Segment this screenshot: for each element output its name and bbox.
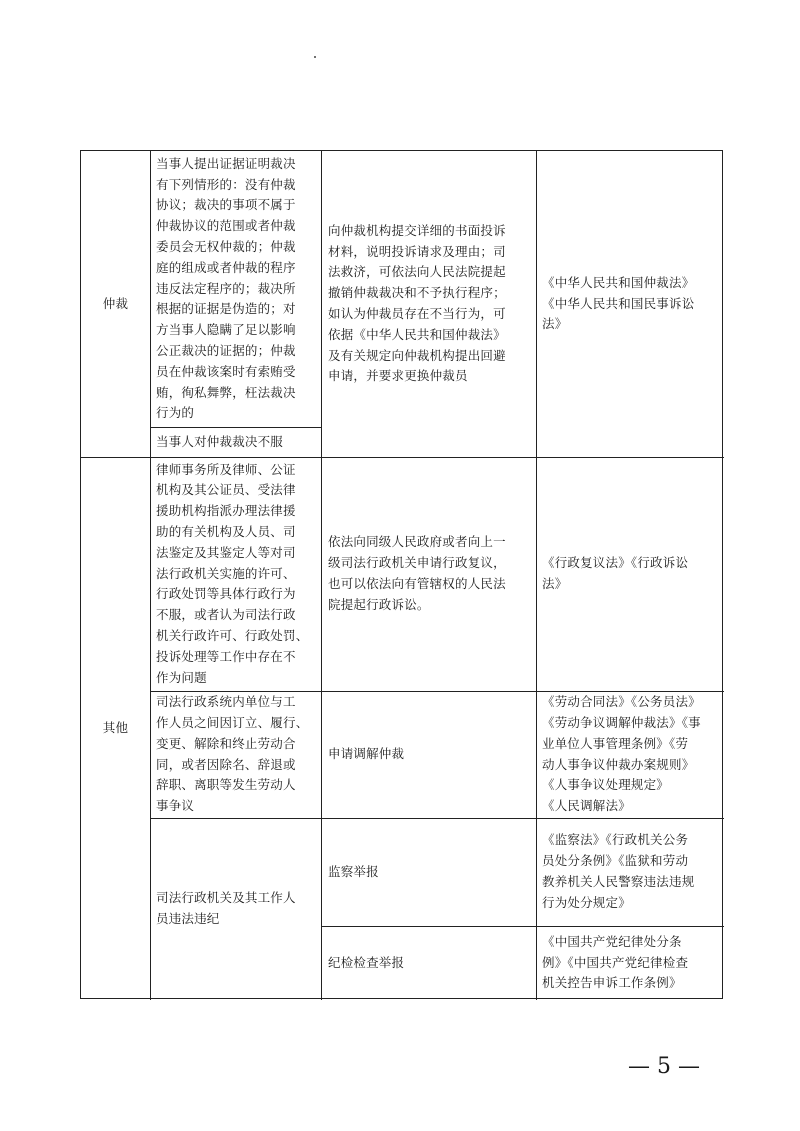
page-number: — 5 — [628,1054,700,1079]
scan-speck [314,56,316,58]
legal-basis-cell [542,691,724,818]
situation-text: 司法行政机关及其工作人 员违法违纪 [156,890,296,926]
situation-cell [156,818,322,1000]
situation-cell [156,457,322,691]
remedy-text: 监察举报 [328,863,379,879]
complaint-channels-table [80,150,723,999]
remedy-text: 纪检检查举报 [328,954,405,970]
legal-basis-text: 《行政复议法》《行政诉讼 法》 [542,555,689,591]
remedy-cell [328,926,536,1000]
category-other [81,457,150,1000]
remedy-cell [328,691,536,818]
situation-cell [156,427,322,457]
category-label: 其他 [102,720,129,736]
column-divider [536,151,537,1000]
legal-basis-text: 《中国共产党纪律处分条 例》《中国共产党纪律检查 机关控告申诉工作条例》 [542,933,689,991]
situation-cell [156,151,322,427]
remedy-text: 申请调解仲裁 [328,746,405,762]
legal-basis-text: 《监察法》《行政机关公务 员处分条例》《监狱和劳动 教养机关人民警察违法违规 行为处分规定》 [542,832,695,910]
remedy-text: 依法向同级人民政府或者向上一 级司法行政机关申请行政复议， 也可以依法向有管辖权的人民法 院提起行政诉讼。 [328,534,506,612]
remedy-cell [328,818,536,926]
legal-basis-cell [542,457,724,691]
legal-basis-text: 《劳动合同法》《公务员法》 《劳动争议调解仲裁法》《事 业单位人事管理条例》《劳 动人事争议仲裁办案规则》 《人事争议处理规定》 《人民调解法》 [542,694,701,814]
remedy-cell [328,457,536,691]
situation-text: 司法行政系统内单位与工 作人员之间因订立、履行、 变更、解除和终止劳动合 同，或者因除名、辞退或 辞职、离职等发生劳动人 事争议 [156,694,309,814]
legal-basis-cell [542,926,724,1000]
legal-basis-cell [542,151,724,457]
situation-text: 当事人对仲裁裁决不服 [156,433,284,449]
column-divider [150,151,151,1000]
category-arbitration [81,151,150,457]
situation-text: 律师事务所及律师、公证 机构及其公证员、受法律 援助机构指派办理法律援 助的有关机构及人员、司 法鉴定及其鉴定人等对司 法行政机关实施的许可、 行政处罚等具体行政行为 不服，或者认为司法行政 机关行政许可、行政处罚、 投诉处理等工作中存在不 作为问题 [156,461,309,685]
category-label: 仲裁 [102,295,129,311]
situation-cell [156,691,322,818]
legal-basis-cell [542,818,724,926]
legal-basis-text: 《中华人民共和国仲裁法》 《中华人民共和国民事诉讼 法》 [542,274,695,332]
remedy-text: 向仲裁机构提交详细的书面投诉 材料，说明投诉请求及理由；司 法救济，可依法向人民法院提起 撤销仲裁裁决和不予执行程序； 如认为仲裁员存在不当行为，可 依据《中华人民共和国仲裁法》 及有关规定向仲裁机构提出回避 申请，并要求更换仲裁员 [328,222,506,384]
remedy-cell [328,151,536,457]
situation-text: 当事人提出证据证明裁决 有下列情形的：没有仲裁 协议；裁决的事项不属于 仲裁协议的范围或者仲裁 委员会无权仲裁的；仲裁 庭的组成或者仲裁的程序 违反法定程序的；裁决所 根据的证据是伪造的；对 方当事人隐瞒了足以影响 公正裁决的证据的；仲裁 员在仲裁该案时有索贿受 贿，徇私舞弊，枉法裁决 行为的 [156,155,296,421]
